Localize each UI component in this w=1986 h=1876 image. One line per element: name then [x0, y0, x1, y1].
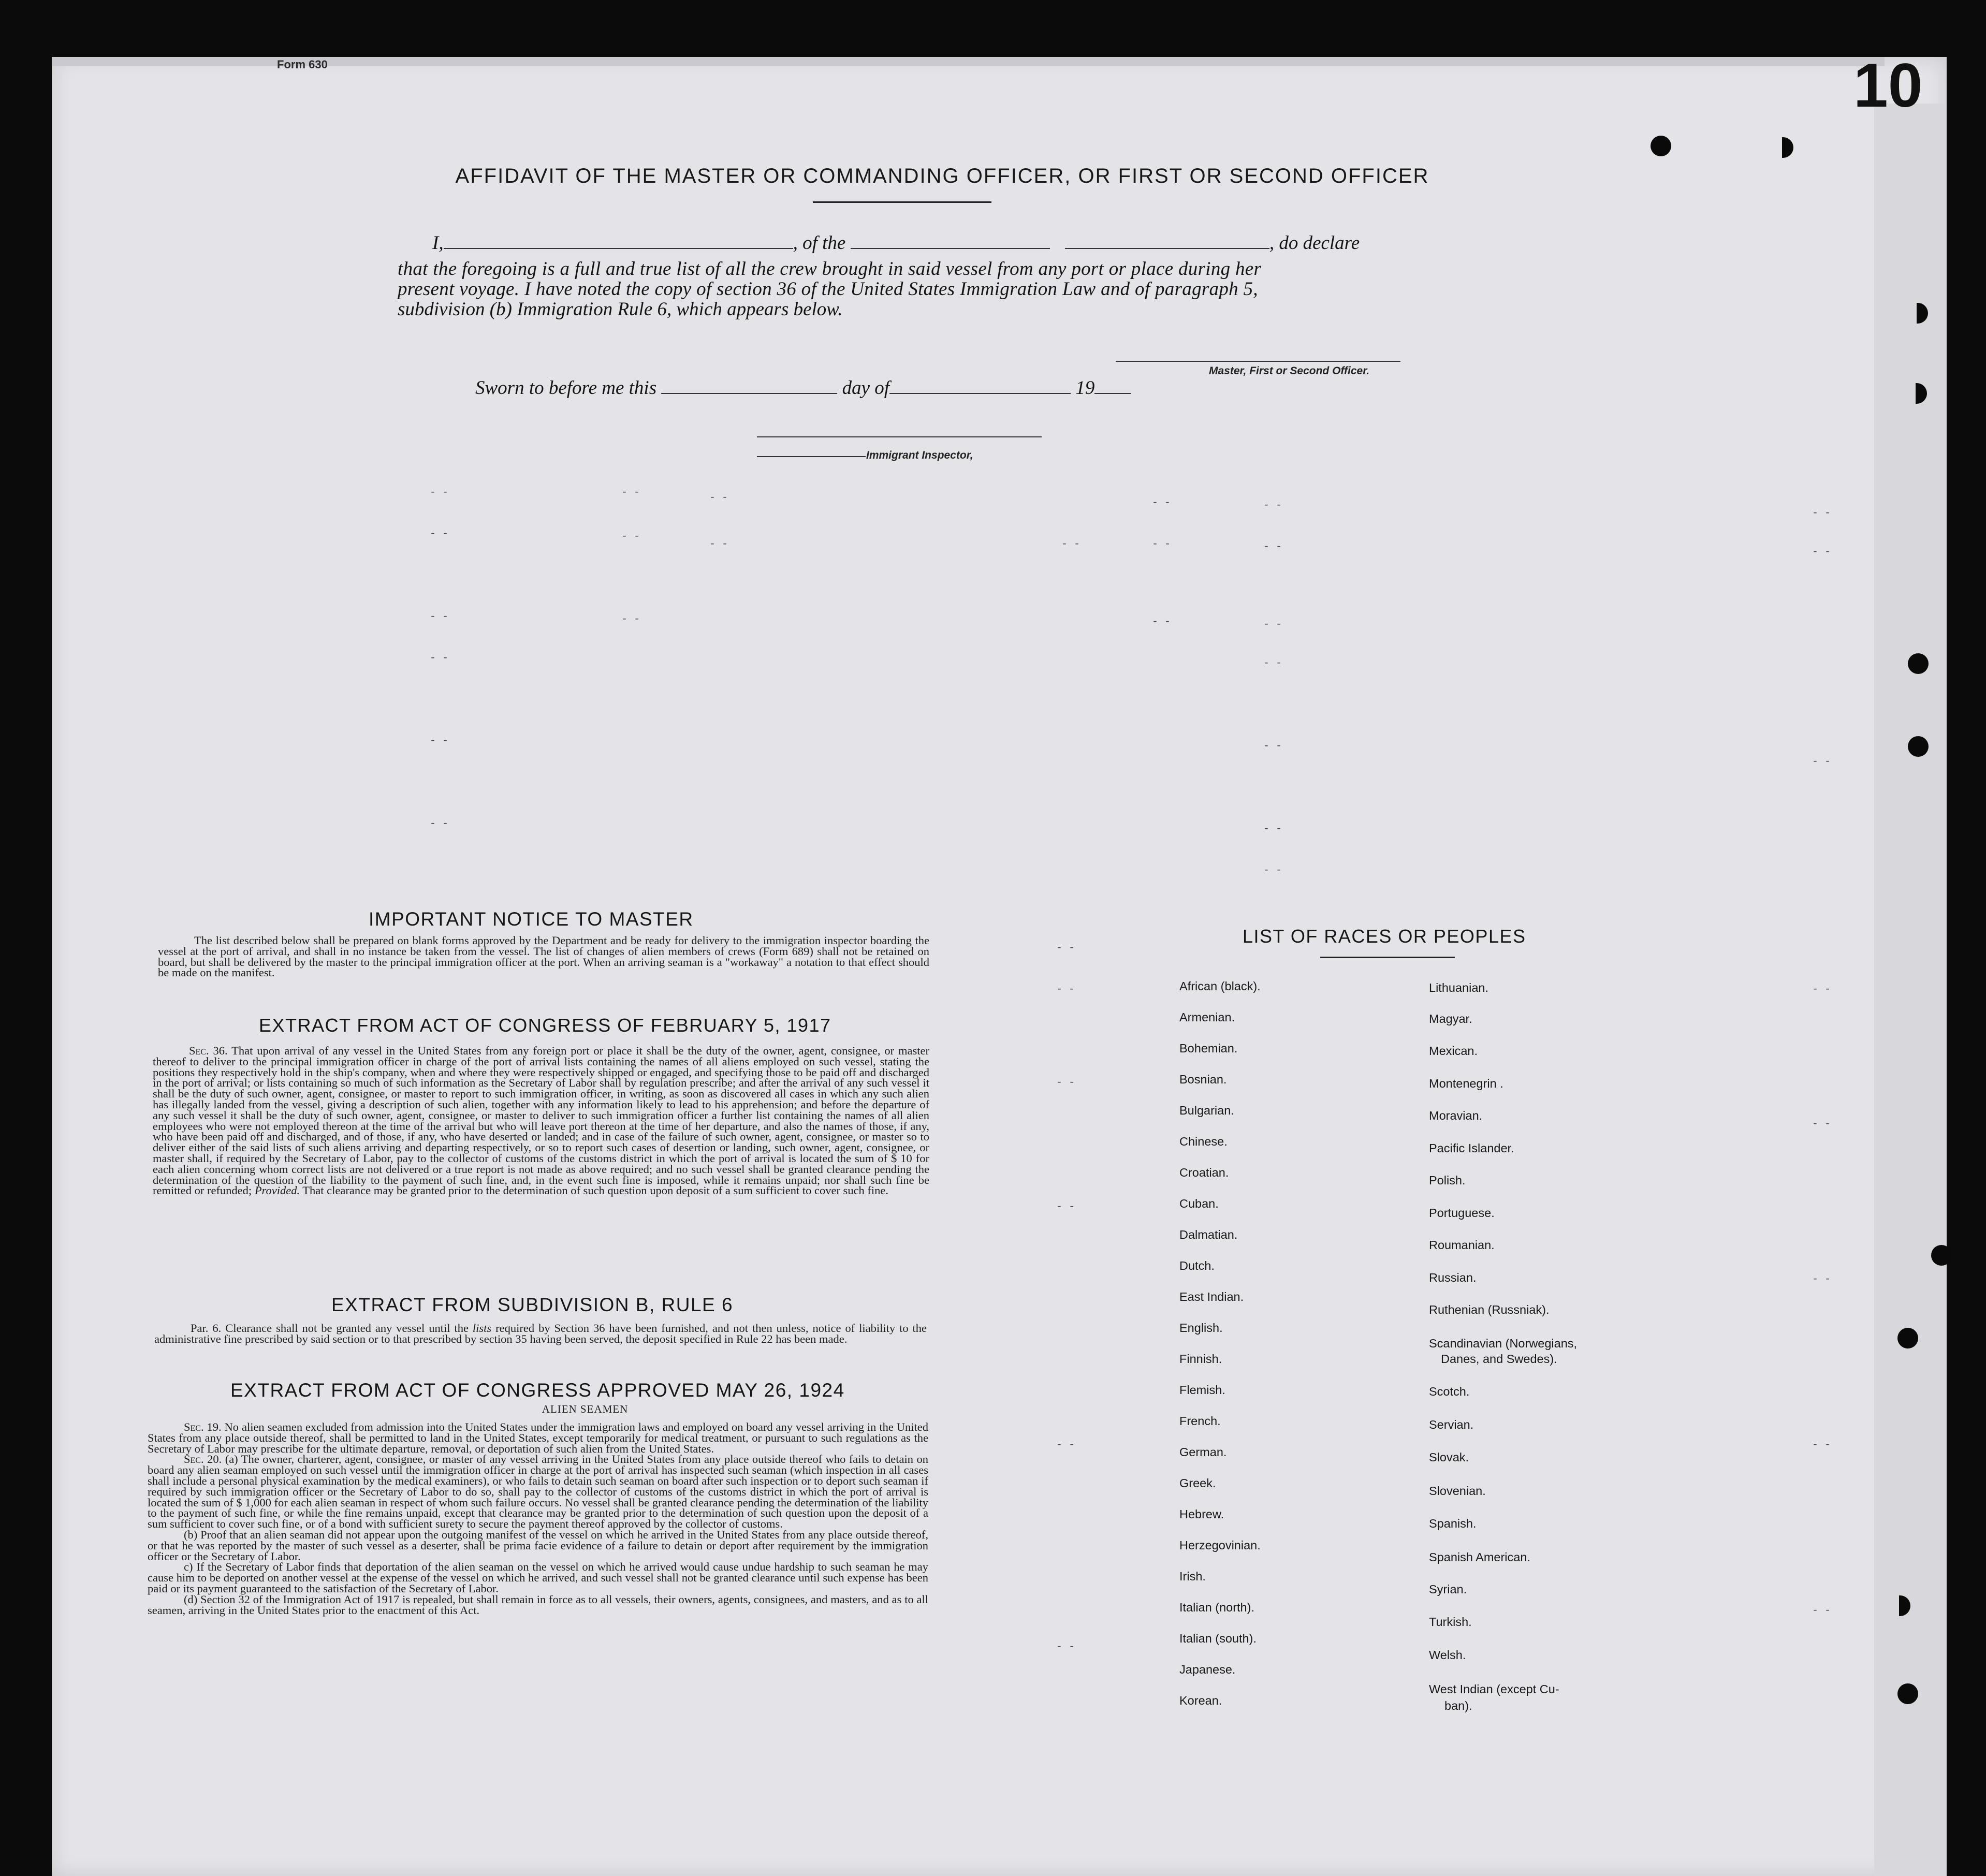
notice-title: IMPORTANT NOTICE TO MASTER — [369, 908, 694, 930]
race-item: Finnish. — [1179, 1352, 1222, 1366]
extract-1924-title: EXTRACT FROM ACT OF CONGRESS APPROVED MAY 26, 1924 — [230, 1380, 845, 1401]
race-item: Scotch. — [1429, 1385, 1470, 1398]
race-item: Scandinavian (Norwegians, — [1429, 1337, 1578, 1350]
race-item: Croatian. — [1179, 1166, 1229, 1179]
column-dash: - - — [1056, 984, 1075, 995]
column-dash: - - — [1263, 500, 1282, 511]
column-dash: - - — [1812, 1273, 1831, 1285]
extract-1917-paragraph — [153, 1046, 929, 1196]
race-item: Slovenian. — [1429, 1484, 1486, 1498]
extract-rule6-title: EXTRACT FROM SUBDIVISION B, RULE 6 — [331, 1294, 734, 1315]
race-item: Portuguese. — [1429, 1206, 1495, 1220]
declaration-of-the: , of the — [793, 232, 846, 254]
column-dash: - - — [709, 492, 728, 504]
declaration-declare: , do declare — [1269, 232, 1360, 254]
race-item: French. — [1179, 1414, 1221, 1428]
column-dash: - - — [430, 652, 449, 664]
rule6-text-b: required by Section 36 have been furnished, and not then unless, notice of liability to the administrative fine prescribed by said section or to that prescribed by section 35 having been served, the deposit specified in Rule 22 has been made. — [154, 1322, 927, 1345]
sworn-year: 19 — [1075, 377, 1095, 399]
punch-hole — [1651, 136, 1671, 156]
column-dash: - - — [1812, 1118, 1831, 1130]
rule6-paragraph — [154, 1323, 927, 1345]
column-dash: - - — [430, 528, 449, 540]
notice-text — [158, 935, 929, 978]
column-dash: - - — [1812, 546, 1831, 558]
race-item: Herzegovinian. — [1179, 1538, 1261, 1552]
race-item: Moravian. — [1429, 1109, 1483, 1122]
extract-1917-text — [153, 1046, 929, 1196]
punch-hole — [1908, 653, 1929, 674]
name-blank[interactable] — [444, 248, 793, 249]
column-dash: - - — [430, 487, 449, 499]
sec-19-label: Sec. 19. — [184, 1420, 222, 1433]
column-dash: - - — [621, 613, 640, 625]
race-item: Pacific Islander. — [1429, 1141, 1514, 1155]
form-number: Form 630 — [277, 58, 328, 71]
race-item: Turkish. — [1429, 1615, 1472, 1629]
race-item: Cuban. — [1179, 1197, 1219, 1210]
column-dash: - - — [709, 538, 728, 550]
column-dash: - - — [1812, 1439, 1831, 1451]
race-item: Ruthenian (Russniak). — [1429, 1303, 1550, 1316]
race-item: Armenian. — [1179, 1010, 1235, 1024]
notice-paragraph: The list described below shall be prepared on blank forms approved by the Department and be ready for delivery to the immigration inspector boarding the vessel at the port of arrival, and shall in no instance be taken from the vessel. The list of changes of alien members of crews (Form 689) shall not be retained on board, but shall be delivered by the master to the principal immigration officer at the port. When an arriving seaman is a "workaway" a notation to that effect should be made on the manifest. — [158, 934, 929, 979]
race-item: West Indian (except Cu- — [1429, 1682, 1559, 1696]
race-item: German. — [1179, 1445, 1227, 1459]
lists-word: lists — [472, 1322, 492, 1335]
race-item: Roumanian. — [1429, 1238, 1495, 1252]
column-dash: - - — [1263, 657, 1282, 669]
race-item: Irish. — [1179, 1570, 1206, 1583]
column-dash: - - — [621, 487, 640, 499]
inspector-signature-line[interactable] — [757, 436, 1042, 437]
title-underline — [813, 201, 991, 203]
rule6-text-a: Clearance shall not be granted any vessel until the — [225, 1322, 469, 1335]
column-dash: - - — [1061, 538, 1080, 550]
sworn-day-blank[interactable] — [661, 393, 837, 394]
column-dash: - - — [1812, 1605, 1831, 1617]
column-dash: - - — [621, 531, 640, 543]
par-6-label: Par. 6. — [191, 1322, 222, 1335]
race-item: Bohemian. — [1179, 1042, 1238, 1055]
race-item: Lithuanian. — [1429, 981, 1488, 994]
sec-20-label: Sec. 20. — [184, 1453, 222, 1466]
race-item: Dutch. — [1179, 1259, 1215, 1272]
column-dash: - - — [1263, 864, 1282, 876]
declaration-line-4: subdivision (b) Immigration Rule 6, which appears below. — [398, 299, 843, 320]
column-dash: - - — [1812, 507, 1831, 519]
sec-36-text-end: That clearance may be granted prior to the determination of such question upon deposit of a sum sufficient to cover such fine. — [302, 1184, 889, 1197]
race-item: Russian. — [1429, 1271, 1477, 1284]
race-item: Mexican. — [1429, 1044, 1478, 1058]
column-dash: - - — [430, 818, 449, 830]
master-signature-caption: Master, First or Second Officer. — [1209, 365, 1370, 377]
race-item: Welsh. — [1429, 1648, 1466, 1662]
race-item: Magyar. — [1429, 1012, 1472, 1025]
sec-20a-text: (a) The owner, charterer, agent, consignee, or master of any vessel arriving in the United States from any place outside thereof who fails to detain on board any alien seaman employed on such vessel until the immigration officer in charge at the port of arrival has inspected such seaman (which inspection in all cases shall include a personal physical examination by the medical examiners), or who fails to detain such seaman on board after such inspection or to deport such seaman if required by such immigration officer or the Secretary of Labor to do so, shall pay to the collector of customs of the customs district in which the port of arrival is located the sum of $ 1,000 for each alien seaman in respect of whom such failure occurs. No vessel shall be granted clearance pending the determination of the liability to the payment of such fine, or while the fine remains unpaid, except that clearance may be granted prior to the determination of such question upon the deposit of a sum sufficient to cover such fine, or of a bond with sufficient surety to secure the payment thereof approved by the collector of customs. — [148, 1453, 928, 1531]
race-item: English. — [1179, 1321, 1223, 1335]
sworn-text: Sworn to before me this — [475, 377, 657, 399]
race-item: Italian (north). — [1179, 1601, 1254, 1614]
sec-20d-paragraph: (d) Section 32 of the Immigration Act of 1917 is repealed, but shall remain in force as to all vessels, their owners, agents, consignees, and masters, and as to all seamen, arriving in the United States prior to the enactment of this Act. — [148, 1592, 928, 1617]
inspector-caption: Immigrant Inspector, — [866, 449, 973, 461]
race-item: Polish. — [1429, 1174, 1466, 1187]
page-number: 10 — [1853, 51, 1923, 120]
races-title-underline — [1320, 957, 1455, 958]
punch-hole — [1931, 1245, 1952, 1266]
page-edge — [1874, 104, 1947, 1876]
sec-20a-paragraph — [148, 1454, 928, 1530]
vessel-blank-2[interactable] — [1065, 248, 1269, 249]
race-item: Servian. — [1429, 1418, 1474, 1431]
punch-hole — [1908, 736, 1929, 757]
inspector-short-line — [757, 456, 866, 457]
alien-seamen-subtitle: ALIEN SEAMEN — [542, 1403, 629, 1415]
extract-1917-title: EXTRACT FROM ACT OF CONGRESS OF FEBRUARY 5, 1917 — [259, 1015, 831, 1036]
provided-word: Provided. — [254, 1184, 300, 1197]
column-dash: - - — [1152, 616, 1171, 628]
column-dash: - - — [1056, 1201, 1075, 1213]
race-item: Italian (south). — [1179, 1632, 1257, 1645]
race-item: African (black). — [1179, 979, 1261, 993]
column-dash: - - — [1263, 541, 1282, 553]
punch-hole — [1897, 1683, 1918, 1704]
race-item: Slovak. — [1429, 1450, 1469, 1464]
punch-hole — [1897, 1328, 1918, 1349]
race-item: Spanish. — [1429, 1517, 1477, 1530]
column-dash: - - — [1263, 740, 1282, 752]
declaration-i: I, — [432, 232, 444, 254]
race-item: Chinese. — [1179, 1135, 1228, 1148]
column-dash: - - — [1056, 1077, 1075, 1089]
column-dash: - - — [1152, 497, 1171, 509]
sec-36-text: That upon arrival of any vessel in the United States from any foreign port or place it shall be the duty of the owner, agent, consignee, or master thereof to deliver to the principal immigration officer in charge of the port of arrival lists containing the names of all aliens employed on such vessel, stating the positions they respectively hold in the ship's company, when and where they were respectively shipped or engaged, and specifying those to be paid off and discharged in the port of arrival; or lists containing so much of such information as the Secretary of Labor shall by regulation prescribe; and after the arrival of any such vessel it shall be the duty of such owner, agent, consignee, or master to report to such immigration officer, in writing, as soon as discovered all cases in which any such alien has illegally landed from the vessel, giving a description of such alien, together with any information likely to lead to his apprehension; and before the departure of any such vessel it shall be the duty of such owner, agent, consignee, or master to deliver to such immigration officer a further list containing the names of all alien employees who were not employed thereon at the time of the arrival but who will leave port thereon at the time of her departure, and also the names of those, if any, who have been paid off and discharged, and of those, if any, who have deserted or landed; and in case of the failure of such owner, agent, consignee, or master so to deliver either of the said lists of such aliens arriving and departing respectively, or so to report such cases of desertion or landing, such owner, agent, consignee, or master shall, if required by the Secretary of Labor, pay to the collector of customs of the customs district in which the port of arrival is located the sum of $ 10 for each alien concerning whom correct lists are not delivered or a true report is not made as above required; and no such vessel shall be granted clearance pending the determination of the question of the liability to the payment of such fine, and, in the event such fine is imposed, while it remains unpaid; nor shall such fine be remitted or refunded; — [153, 1044, 930, 1197]
affidavit-title: AFFIDAVIT OF THE MASTER OR COMMANDING OFFICER, OR FIRST OR SECOND OFFICER — [455, 165, 1429, 187]
declaration-line-2: that the foregoing is a full and true list of all the crew brought in said vessel from any port or place during her — [398, 258, 1262, 280]
race-item: Dalmatian. — [1179, 1228, 1238, 1241]
race-item: Japanese. — [1179, 1663, 1236, 1676]
race-item: Montenegrin . — [1429, 1077, 1503, 1090]
race-item: Bulgarian. — [1179, 1104, 1234, 1117]
race-item: Hebrew. — [1179, 1507, 1224, 1521]
sec-20c-paragraph: c) If the Secretary of Labor finds that deportation of the alien seaman on the vessel on which he arrived would cause undue hardship to such seaman he may cause him to be deported on another vessel at the expense of the vessel on which he arrived, and such vessel shall not be granted clearance until such expense has been paid or its payment guaranteed to the satisfaction of the Secretary of Labor. — [148, 1560, 928, 1595]
sworn-month-blank[interactable] — [889, 393, 1071, 394]
column-dash: - - — [1812, 756, 1831, 768]
sec-19-paragraph — [148, 1422, 928, 1454]
races-title: LIST OF RACES OR PEOPLES — [1243, 926, 1526, 947]
column-dash: - - — [1056, 1641, 1075, 1653]
race-item: ban). — [1444, 1699, 1472, 1712]
race-item: Bosnian. — [1179, 1073, 1227, 1086]
race-item: Spanish American. — [1429, 1550, 1530, 1564]
race-item: Greek. — [1179, 1476, 1216, 1490]
sworn-day-of: day of — [842, 377, 890, 399]
race-item: Korean. — [1179, 1694, 1222, 1707]
sec-19-text: No alien seamen excluded from admission into the United States under the immigration laws and employed on board any vessel arriving in the United States from any place outside thereof, shall be permitted to land in the United States, except temporarily for medical treatment, or pursuant to such regulations as the Secretary of Labor may prescribe for the ultimate departure, removal, or deportation of such alien from the United States. — [148, 1420, 928, 1455]
column-dash: - - — [1152, 538, 1171, 550]
extract-rule6-text — [154, 1323, 927, 1345]
sworn-year-blank[interactable] — [1094, 393, 1131, 394]
race-item: Flemish. — [1179, 1383, 1225, 1397]
column-dash: - - — [430, 735, 449, 747]
column-dash: - - — [1812, 984, 1831, 995]
master-signature-line[interactable] — [1116, 361, 1400, 362]
column-dash: - - — [430, 611, 449, 623]
sworn-line — [475, 377, 1131, 399]
declaration-line-3: present voyage. I have noted the copy of section 36 of the United States Immigration Law and of paragraph 5, — [398, 279, 1258, 300]
race-item: East Indian. — [1179, 1290, 1244, 1303]
extract-1924-text — [148, 1422, 928, 1616]
column-dash: - - — [1263, 619, 1282, 631]
race-item: Syrian. — [1429, 1582, 1467, 1596]
column-dash: - - — [1056, 942, 1075, 954]
vessel-blank[interactable] — [851, 248, 1050, 249]
column-dash: - - — [1263, 823, 1282, 835]
column-dash: - - — [1056, 1439, 1075, 1451]
sec-20b-paragraph: (b) Proof that an alien seaman did not appear upon the outgoing manifest of the vessel on which he arrived in the United States from any place outside thereof, or that he was reported by the master of such vessel as a deserter, shall be prima facie evidence of a failure to detain or deport after requirement by the immigration officer or the Secretary of Labor. — [148, 1528, 928, 1563]
declaration-line-1 — [432, 232, 1360, 254]
race-item: Danes, and Swedes). — [1441, 1352, 1557, 1366]
sec-36-label: Sec. 36. — [189, 1044, 228, 1057]
